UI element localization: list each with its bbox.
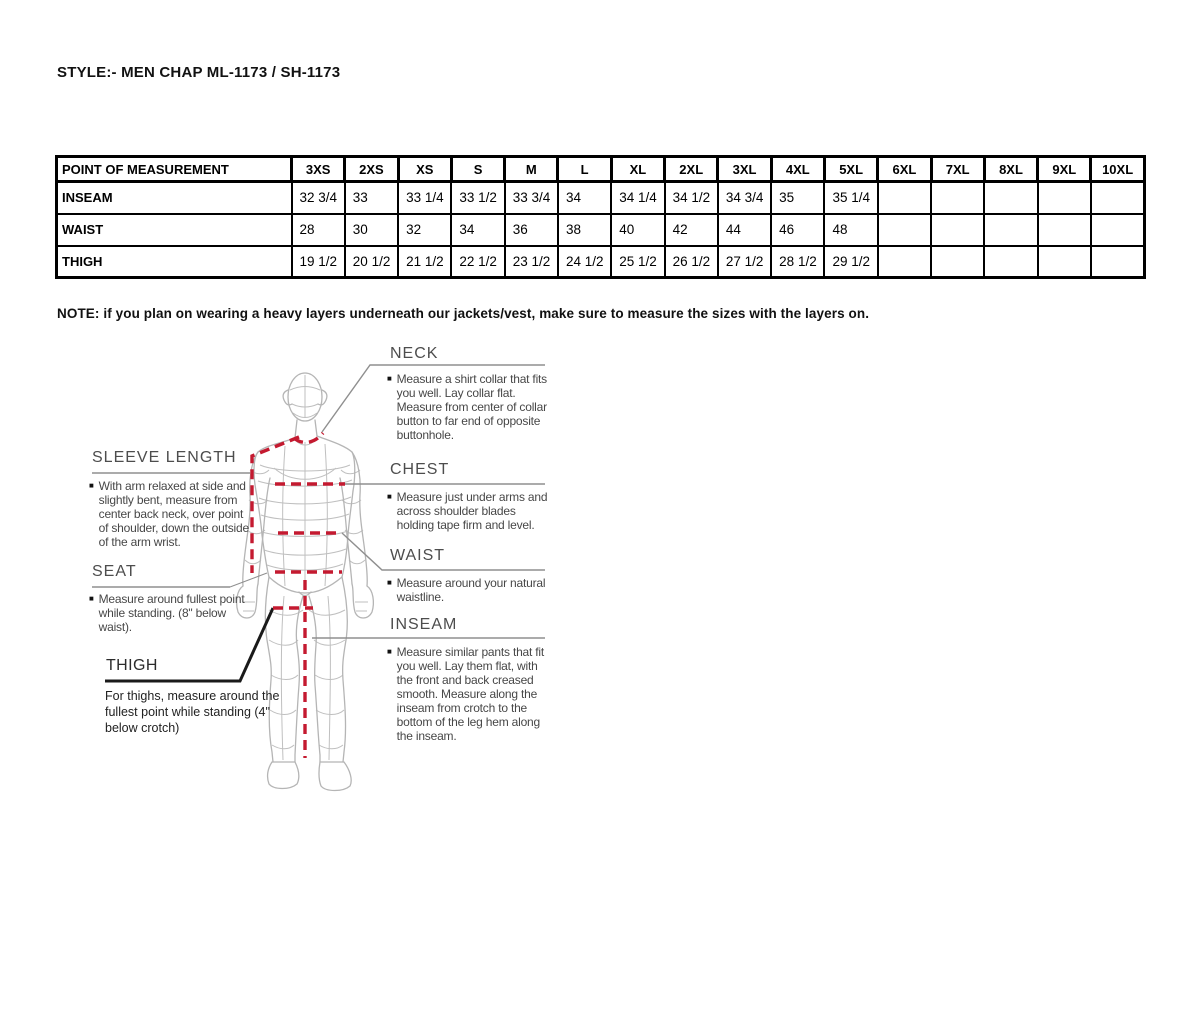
measurement-cell: 23 1/2 (505, 246, 558, 278)
column-header: 9XL (1038, 157, 1091, 182)
pom-header: POINT OF MEASUREMENT (57, 157, 292, 182)
measurement-cell: 25 1/2 (611, 246, 664, 278)
column-header: 3XL (718, 157, 771, 182)
sleeve-length-label: SLEEVE LENGTH (92, 449, 237, 466)
measurement-cell (984, 246, 1037, 278)
column-header: S (451, 157, 504, 182)
measurement-cell (878, 246, 931, 278)
measurement-cell: 22 1/2 (451, 246, 504, 278)
measurement-cell: 32 3/4 (292, 182, 345, 214)
measurement-cell: 46 (771, 214, 824, 246)
measurement-cell: 48 (824, 214, 877, 246)
measurement-cell: 27 1/2 (718, 246, 771, 278)
measurement-cell (1091, 214, 1144, 246)
column-header: 6XL (878, 157, 931, 182)
column-header: 2XL (665, 157, 718, 182)
bullet-icon: ■ (387, 647, 392, 656)
measurement-cell (878, 214, 931, 246)
measurement-cell: 40 (611, 214, 664, 246)
column-header: 4XL (771, 157, 824, 182)
measurement-cell: 24 1/2 (558, 246, 611, 278)
measurement-cell: 28 (292, 214, 345, 246)
row-label: WAIST (57, 214, 292, 246)
size-chart-section (55, 155, 1146, 279)
measurement-cell: 34 (451, 214, 504, 246)
seat-description: ■ Measure around fullest point while standing. (8" below waist). (89, 592, 245, 634)
table-row (57, 246, 1145, 278)
measurement-cell (931, 214, 984, 246)
column-header: 10XL (1091, 157, 1144, 182)
row-label: THIGH (57, 246, 292, 278)
measurement-cell: 29 1/2 (824, 246, 877, 278)
layers-note: NOTE: if you plan on wearing a heavy layers underneath our jackets/vest, make sure to measure the sizes with the layers on. (57, 306, 870, 321)
measurement-cell: 35 1/4 (824, 182, 877, 214)
inseam-description: ■ Measure similar pants that fit you well. Lay them flat, with the front and back creased smooth. Measure along the inseam from crotch to the bottom of the leg hem along the inseam. (387, 645, 545, 743)
thigh-description: For thighs, measure around the fullest point while standing (4" below crotch) (105, 689, 280, 735)
row-label: INSEAM (57, 182, 292, 214)
measurement-cell (984, 182, 1037, 214)
measurement-cell (984, 214, 1037, 246)
measurement-cell: 35 (771, 182, 824, 214)
neck-label: NECK (390, 345, 439, 362)
measurement-cell: 38 (558, 214, 611, 246)
measurement-cell: 42 (665, 214, 718, 246)
measurement-cell: 20 1/2 (345, 246, 398, 278)
chest-label: CHEST (390, 461, 450, 478)
bullet-icon: ■ (387, 492, 392, 501)
column-header: 2XS (345, 157, 398, 182)
size-chart-body (57, 182, 1145, 278)
column-header: XS (398, 157, 451, 182)
measurement-cell: 32 (398, 214, 451, 246)
table-row (57, 182, 1145, 214)
measurement-cell: 34 1/2 (665, 182, 718, 214)
measurement-cell: 28 1/2 (771, 246, 824, 278)
measurement-cell (1038, 214, 1091, 246)
table-row (57, 214, 1145, 246)
column-header: 5XL (824, 157, 877, 182)
measurement-cell (1091, 246, 1144, 278)
size-chart-header (57, 157, 1145, 182)
measurement-cell: 44 (718, 214, 771, 246)
page-title: STYLE:- MEN CHAP ML-1173 / SH-1173 (57, 64, 341, 81)
measurement-diagram (66, 340, 546, 795)
column-header: 7XL (931, 157, 984, 182)
chest-description: ■ Measure just under arms and across shoulder blades holding tape firm and level. (387, 490, 548, 532)
bullet-icon: ■ (89, 481, 94, 490)
measurement-cell: 34 (558, 182, 611, 214)
size-chart-table (55, 155, 1146, 279)
measurement-cell: 21 1/2 (398, 246, 451, 278)
measurement-cell: 36 (505, 214, 558, 246)
waist-description: ■ Measure around your natural waistline. (387, 576, 546, 604)
thigh-label: THIGH (106, 657, 158, 674)
measurement-cell (1091, 182, 1144, 214)
measurement-cell: 26 1/2 (665, 246, 718, 278)
bullet-icon: ■ (89, 594, 94, 603)
measurement-cell: 30 (345, 214, 398, 246)
inseam-label: INSEAM (390, 616, 458, 633)
bullet-icon: ■ (387, 578, 392, 587)
measurement-cell: 33 1/4 (398, 182, 451, 214)
seat-label: SEAT (92, 563, 137, 580)
column-header: L (558, 157, 611, 182)
bullet-icon: ■ (387, 374, 392, 383)
measurement-cell (931, 182, 984, 214)
column-header: 3XS (292, 157, 345, 182)
column-header: 8XL (984, 157, 1037, 182)
column-header: M (505, 157, 558, 182)
measurement-cell: 33 3/4 (505, 182, 558, 214)
measurement-cell: 34 1/4 (611, 182, 664, 214)
waist-label: WAIST (390, 547, 446, 564)
neck-description: ■ Measure a shirt collar that fits you well. Lay collar flat. Measure from center of collar button to far end of opposite buttonhole. (387, 372, 547, 442)
measurement-cell (1038, 182, 1091, 214)
column-header: XL (611, 157, 664, 182)
measurement-cell: 19 1/2 (292, 246, 345, 278)
sleeve-length-description: ■ With arm relaxed at side and slightly bent, measure from center back neck, over point of shoulder, down the outside of the arm wrist. (89, 479, 249, 549)
measurement-cell (878, 182, 931, 214)
measurement-cell: 33 1/2 (451, 182, 504, 214)
measurement-cell: 34 3/4 (718, 182, 771, 214)
measurement-cell (931, 246, 984, 278)
measurement-cell (1038, 246, 1091, 278)
measurement-cell: 33 (345, 182, 398, 214)
